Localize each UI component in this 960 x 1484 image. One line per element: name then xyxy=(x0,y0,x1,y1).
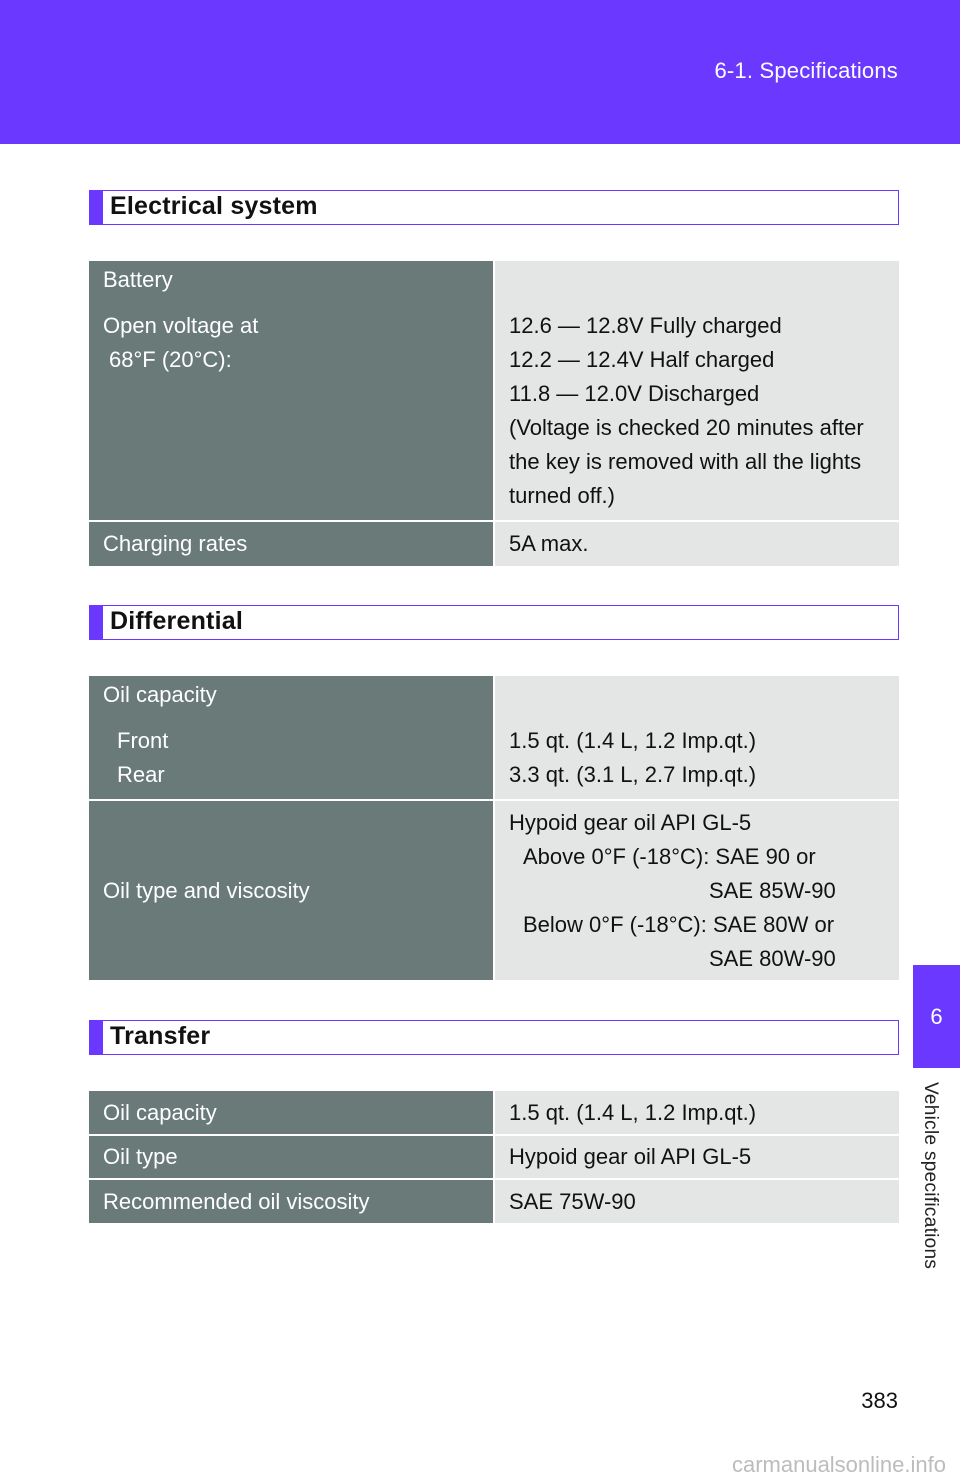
voltage-line: (Voltage is checked 20 minutes after xyxy=(509,415,864,440)
table-row xyxy=(89,521,899,566)
charging-value: 5A max. xyxy=(494,521,899,566)
heading-accent-bar xyxy=(90,1021,103,1054)
oil-type-value-cell xyxy=(494,800,899,980)
voltage-line: 12.6 — 12.8V Fully charged xyxy=(509,313,782,338)
transfer-oil-type-label: Oil type xyxy=(89,1135,494,1179)
table-row xyxy=(89,1179,899,1223)
transfer-viscosity-value: SAE 75W-90 xyxy=(494,1179,899,1223)
table-row xyxy=(89,261,899,521)
battery-label: Battery xyxy=(103,267,173,292)
oil-capacity-label: Oil capacity xyxy=(103,682,217,707)
voltage-line: 12.2 — 12.4V Half charged xyxy=(509,347,775,372)
voltage-line: 11.8 — 12.0V Discharged xyxy=(509,381,760,406)
differential-table xyxy=(89,676,899,980)
section-title: Electrical system xyxy=(110,192,318,220)
page-header xyxy=(0,0,960,144)
charging-label: Charging rates xyxy=(89,521,494,566)
open-voltage-label: Open voltage at xyxy=(103,313,259,338)
table-row xyxy=(89,800,899,980)
voltage-line: the key is removed with all the lights xyxy=(509,449,862,474)
oil-type-label: Oil type and viscosity xyxy=(89,800,494,980)
transfer-table xyxy=(89,1091,899,1223)
page-number: 383 xyxy=(861,1388,898,1413)
transfer-oil-type-value: Hypoid gear oil API GL-5 xyxy=(494,1135,899,1179)
rear-label: Rear xyxy=(117,762,165,787)
rear-value: 3.3 qt. (3.1 L, 2.7 Imp.qt.) xyxy=(509,762,757,787)
front-value: 1.5 qt. (1.4 L, 1.2 Imp.qt.) xyxy=(509,728,757,753)
chapter-tab[interactable] xyxy=(913,965,960,1068)
section-heading-differential xyxy=(89,605,899,640)
oil-type-line: Below 0°F (-18°C): SAE 80W or xyxy=(523,911,835,937)
voltage-line: turned off.) xyxy=(509,483,615,508)
heading-accent-bar xyxy=(90,191,103,224)
battery-label-cell xyxy=(89,261,494,521)
oil-type-line: SAE 85W-90 xyxy=(709,877,836,903)
open-voltage-temp-label: 68°F (20°C): xyxy=(109,347,232,372)
section-heading-electrical xyxy=(89,190,899,225)
table-row xyxy=(89,1091,899,1135)
oil-type-line: SAE 80W-90 xyxy=(709,945,836,971)
battery-value-cell xyxy=(494,261,899,521)
oil-type-line: Hypoid gear oil API GL-5 xyxy=(509,809,752,835)
oil-type-line: Above 0°F (-18°C): SAE 90 or xyxy=(523,843,816,869)
heading-accent-bar xyxy=(90,606,103,639)
transfer-oil-capacity-value: 1.5 qt. (1.4 L, 1.2 Imp.qt.) xyxy=(494,1091,899,1135)
oil-capacity-label-cell xyxy=(89,676,494,800)
transfer-oil-capacity-label: Oil capacity xyxy=(89,1091,494,1135)
table-row xyxy=(89,676,899,800)
front-label: Front xyxy=(117,728,169,753)
section-title: Differential xyxy=(110,607,243,635)
electrical-table xyxy=(89,261,899,566)
chapter-title: 6-1. Specifications xyxy=(714,58,898,83)
transfer-viscosity-label: Recommended oil viscosity xyxy=(89,1179,494,1223)
chapter-side-label: Vehicle specifications xyxy=(920,1082,941,1270)
watermark: carmanualsonline.info xyxy=(731,1452,946,1477)
section-heading-transfer xyxy=(89,1020,899,1055)
chapter-tab-number: 6 xyxy=(930,1003,943,1029)
oil-capacity-value-cell xyxy=(494,676,899,800)
section-title: Transfer xyxy=(110,1022,211,1050)
table-row xyxy=(89,1135,899,1179)
